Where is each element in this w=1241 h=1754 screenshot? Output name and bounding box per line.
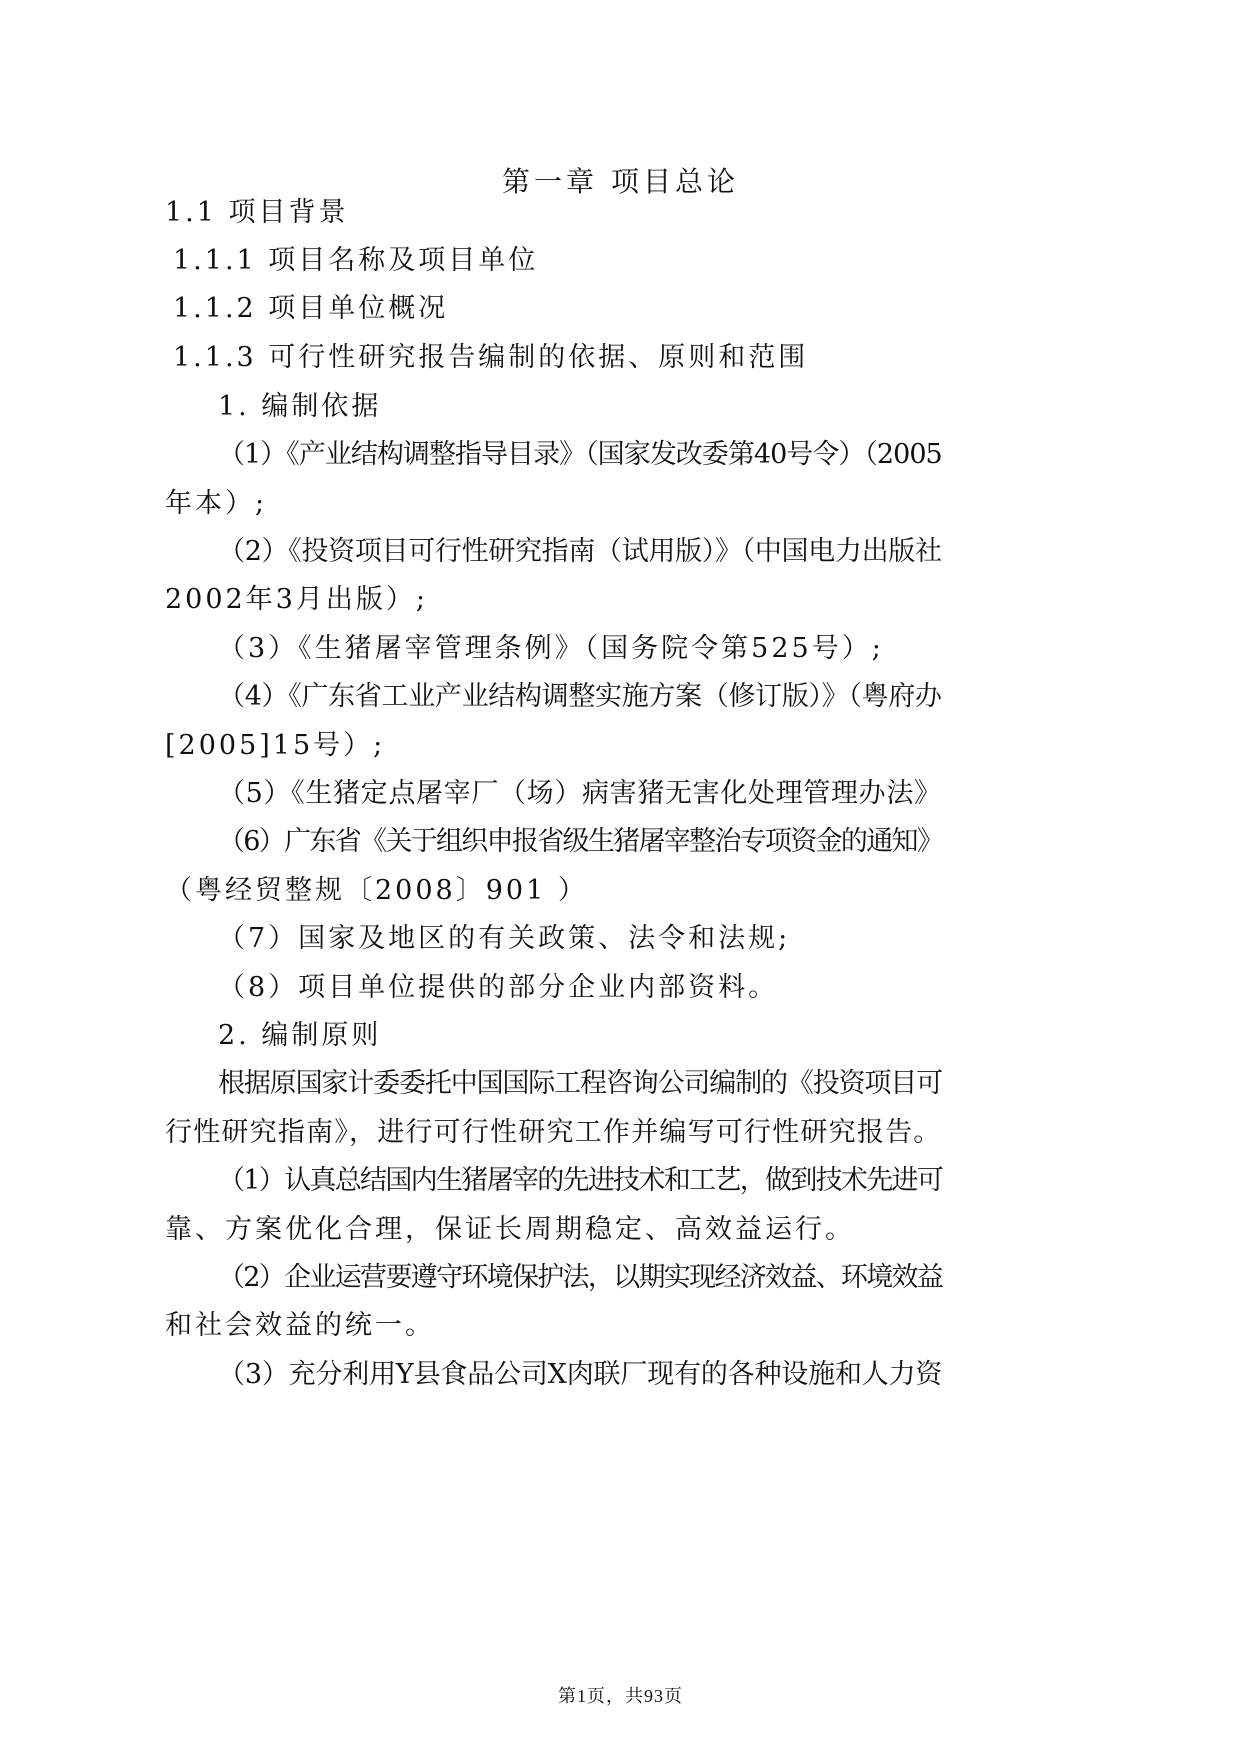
paragraph-line: （8）项目单位提供的部分企业内部资料。 bbox=[218, 972, 779, 1003]
subsection-heading: 1.1.3 可行性研究报告编制的依据、原则和范围 bbox=[173, 342, 809, 373]
paragraph-line: （3）《生猪屠宰管理条例》（国务院令第525号）; bbox=[218, 633, 884, 664]
paragraph-line: （4）《广东省工业产业结构调整实施方案（修订版）》（粤府办 bbox=[218, 681, 942, 712]
paragraph-line: （3）充分利用Y县食品公司X肉联厂现有的各种设施和人力资 bbox=[218, 1359, 943, 1390]
subsection-heading: 1.1.1 项目名称及项目单位 bbox=[173, 245, 539, 276]
subsection-heading: 1.1.2 项目单位概况 bbox=[173, 293, 449, 324]
paragraph-line: 年本）; bbox=[165, 488, 268, 519]
paragraph-line: （粤经贸整规〔2008〕901 ） bbox=[165, 875, 588, 906]
section-heading: 1.1 项目背景 bbox=[165, 197, 349, 228]
paragraph-line: [2005]15号）; bbox=[165, 730, 386, 761]
paragraph-line: 根据原国家计委委托中国国际工程咨询公司编制的《投资项目可 bbox=[218, 1068, 942, 1099]
list-heading: 1. 编制依据 bbox=[218, 391, 382, 422]
paragraph-line: （6）广东省《关于组织申报省级生猪屠宰整治专项资金的通知》 bbox=[218, 826, 943, 857]
page-number-footer: 第1页，共93页 bbox=[558, 1686, 683, 1706]
list-heading: 2. 编制原则 bbox=[218, 1020, 382, 1051]
paragraph-line: （5）《生猪定点屠宰厂（场）病害猪无害化处理管理办法》 bbox=[218, 778, 942, 809]
paragraph-line: （1）《产业结构调整指导目录》（国家发改委第40号令）（2005 bbox=[218, 439, 942, 470]
paragraph-line: （2）企业运营要遵守环境保护法，以期实现经济效益、环境效益 bbox=[218, 1262, 943, 1293]
paragraph-line: 靠、方案优化合理，保证长周期稳定、高效益运行。 bbox=[165, 1214, 855, 1245]
paragraph-line: 行性研究指南》，进行可行性研究工作并编写可行性研究报告。 bbox=[165, 1117, 942, 1148]
paragraph-line: （2）《投资项目可行性研究指南（试用版）》（中国电力出版社 bbox=[218, 536, 942, 567]
paragraph-line: （1）认真总结国内生猪屠宰的先进技术和工艺，做到技术先进可 bbox=[218, 1165, 943, 1196]
paragraph-line: 2002年3月出版）; bbox=[165, 584, 428, 615]
paragraph-line: （7）国家及地区的有关政策、法令和法规; bbox=[218, 923, 791, 954]
paragraph-line: 和社会效益的统一。 bbox=[165, 1310, 435, 1341]
chapter-title: 第一章 项目总论 bbox=[502, 165, 739, 198]
